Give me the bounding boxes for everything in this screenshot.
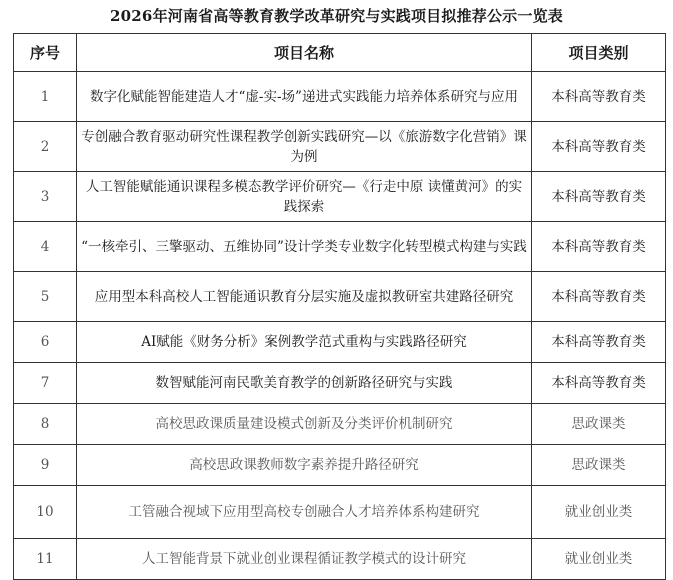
column-header-category: 项目类别 [532, 34, 666, 72]
row-seq: 5 [14, 272, 77, 322]
row-category: 本科高等教育类 [532, 272, 666, 322]
row-seq: 4 [14, 222, 77, 272]
row-project-name: 人工智能赋能通识课程多模态教学评价研究—《行走中原 读懂黄河》的实践探索 [77, 172, 532, 222]
row-seq: 6 [14, 322, 77, 363]
row-seq: 1 [14, 72, 77, 122]
row-category: 就业创业类 [532, 539, 666, 580]
row-project-name: “一核牵引、三擎驱动、五维协同”设计学类专业数字化转型模式构建与实践 [77, 222, 532, 272]
row-seq: 10 [14, 486, 77, 539]
row-seq: 2 [14, 122, 77, 172]
table-row [14, 172, 666, 222]
table-row [14, 445, 666, 486]
row-category: 本科高等教育类 [532, 172, 666, 222]
row-category: 本科高等教育类 [532, 122, 666, 172]
row-seq: 9 [14, 445, 77, 486]
row-category: 本科高等教育类 [532, 363, 666, 404]
table-row [14, 363, 666, 404]
row-project-name: AI赋能《财务分析》案例教学范式重构与实践路径研究 [77, 322, 532, 363]
row-category: 就业创业类 [532, 486, 666, 539]
table-row [14, 122, 666, 172]
row-project-name: 工管融合视域下应用型高校专创融合人才培养体系构建研究 [77, 486, 532, 539]
table-row [14, 322, 666, 363]
table-row [14, 486, 666, 539]
row-seq: 8 [14, 404, 77, 445]
table-row [14, 404, 666, 445]
table-row [14, 72, 666, 122]
table-header-row [14, 34, 666, 72]
row-category: 本科高等教育类 [532, 322, 666, 363]
row-project-name: 高校思政课质量建设模式创新及分类评价机制研究 [77, 404, 532, 445]
page-title: 2026年河南省高等教育教学改革研究与实践项目拟推荐公示一览表 [110, 7, 563, 25]
row-seq: 11 [14, 539, 77, 580]
row-category: 思政课类 [532, 445, 666, 486]
row-project-name: 数字化赋能智能建造人才“虚-实-场”递进式实践能力培养体系研究与应用 [77, 72, 532, 122]
row-project-name: 人工智能背景下就业创业课程循证教学模式的设计研究 [77, 539, 532, 580]
column-header-seq: 序号 [14, 34, 77, 72]
project-table [13, 33, 666, 580]
row-seq: 3 [14, 172, 77, 222]
table-row [14, 539, 666, 580]
row-project-name: 专创融合教育驱动研究性课程教学创新实践研究—以《旅游数字化营销》课为例 [77, 122, 532, 172]
row-seq: 7 [14, 363, 77, 404]
row-category: 本科高等教育类 [532, 72, 666, 122]
row-project-name: 应用型本科高校人工智能通识教育分层实施及虚拟教研室共建路径研究 [77, 272, 532, 322]
row-project-name: 高校思政课教师数字素养提升路径研究 [77, 445, 532, 486]
row-project-name: 数智赋能河南民歌美育教学的创新路径研究与实践 [77, 363, 532, 404]
row-category: 本科高等教育类 [532, 222, 666, 272]
row-category: 思政课类 [532, 404, 666, 445]
column-header-name: 项目名称 [77, 34, 532, 72]
table-row [14, 272, 666, 322]
table-row [14, 222, 666, 272]
